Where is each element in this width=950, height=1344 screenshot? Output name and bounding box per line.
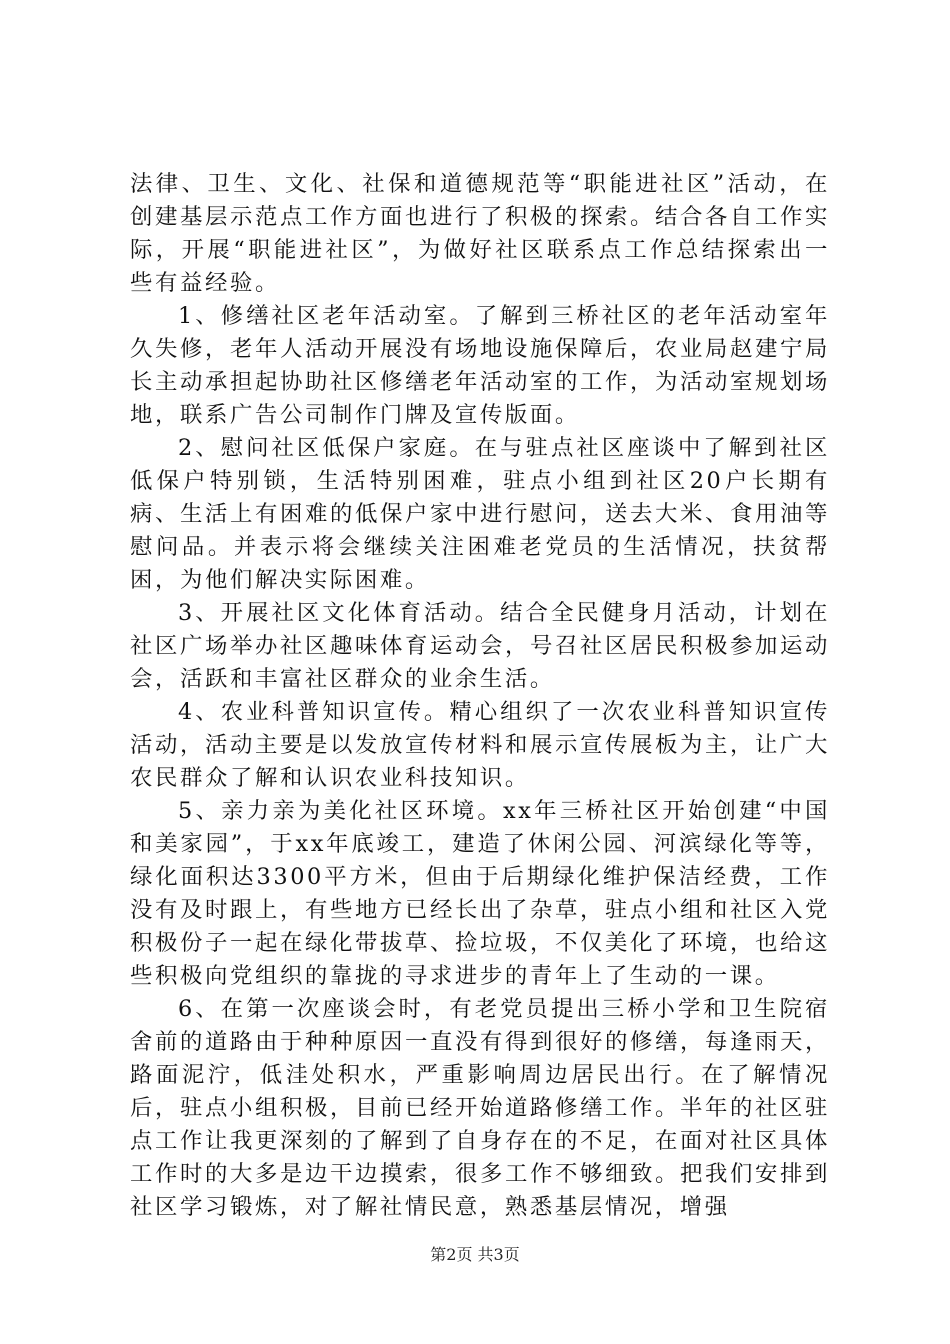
document-body — [130, 168, 830, 1224]
paragraph-item-3: 3、开展社区文化体育活动。结合全民健身月活动，计划在社区广场举办社区趣味体育运动会，号召社区居民积极参加运动会，活跃和丰富社区群众的业余生活。 — [130, 600, 830, 692]
paragraph-item-4: 4、农业科普知识宣传。精心组织了一次农业科普知识宣传活动，活动主要是以发放宣传材料和展示宣传展板为主，让广大农民群众了解和认识农业科技知识。 — [130, 699, 830, 791]
paragraph-item-5: 5、亲力亲为美化社区环境。xx年三桥社区开始创建“中国和美家园”，于xx年底竣工，建造了休闲公园、河滨绿化等等，绿化面积达3300平方米，但由于后期绿化维护保洁经费，工作没有及时跟上，有些地方已经长出了杂草，驻点小组和社区入党积极份子一起在绿化带拔草、捡垃圾，不仅美化了环境，也给这些积极向党组织的靠拢的寻求进步的青年上了生动的一课。 — [130, 798, 830, 989]
paragraph-intro: 法律、卫生、文化、社保和道德规范等“职能进社区”活动，在创建基层示范点工作方面也进行了积极的探索。结合各自工作实际，开展“职能进社区”，为做好社区联系点工作总结探索出一些有益经验。 — [130, 171, 830, 296]
page-number-footer: 第2页 共3页 — [430, 1245, 520, 1264]
paragraph-item-6: 6、在第一次座谈会时，有老党员提出三桥小学和卫生院宿舍前的道路由于种种原因一直没有得到很好的修缮，每逢雨天，路面泥泞，低洼处积水，严重影响周边居民出行。在了解情况后，驻点小组积极，目前已经开始道路修缮工作。半年的社区驻点工作让我更深刻的了解到了自身存在的不足，在面对社区具体工作时的大多是边干边摸索，很多工作不够细致。把我们安排到社区学习锻炼，对了解社情民意，熟悉基层情况，增强 — [130, 996, 830, 1220]
paragraph-item-2: 2、慰问社区低保户家庭。在与驻点社区座谈中了解到社区低保户特别锁，生活特别困难，驻点小组到社区20户长期有病、生活上有困难的低保户家中进行慰问，送去大米、食用油等慰问品。并表示将会继续关注困难老党员的生活情况，扶贫帮困，为他们解决实际困难。 — [130, 435, 830, 593]
paragraph-item-1: 1、修缮社区老年活动室。了解到三桥社区的老年活动室年久失修，老年人活动开展没有场地设施保障后，农业局赵建宁局长主动承担起协助社区修缮老年活动室的工作，为活动室规划场地，联系广告公司制作门牌及宣传版面。 — [130, 303, 830, 428]
